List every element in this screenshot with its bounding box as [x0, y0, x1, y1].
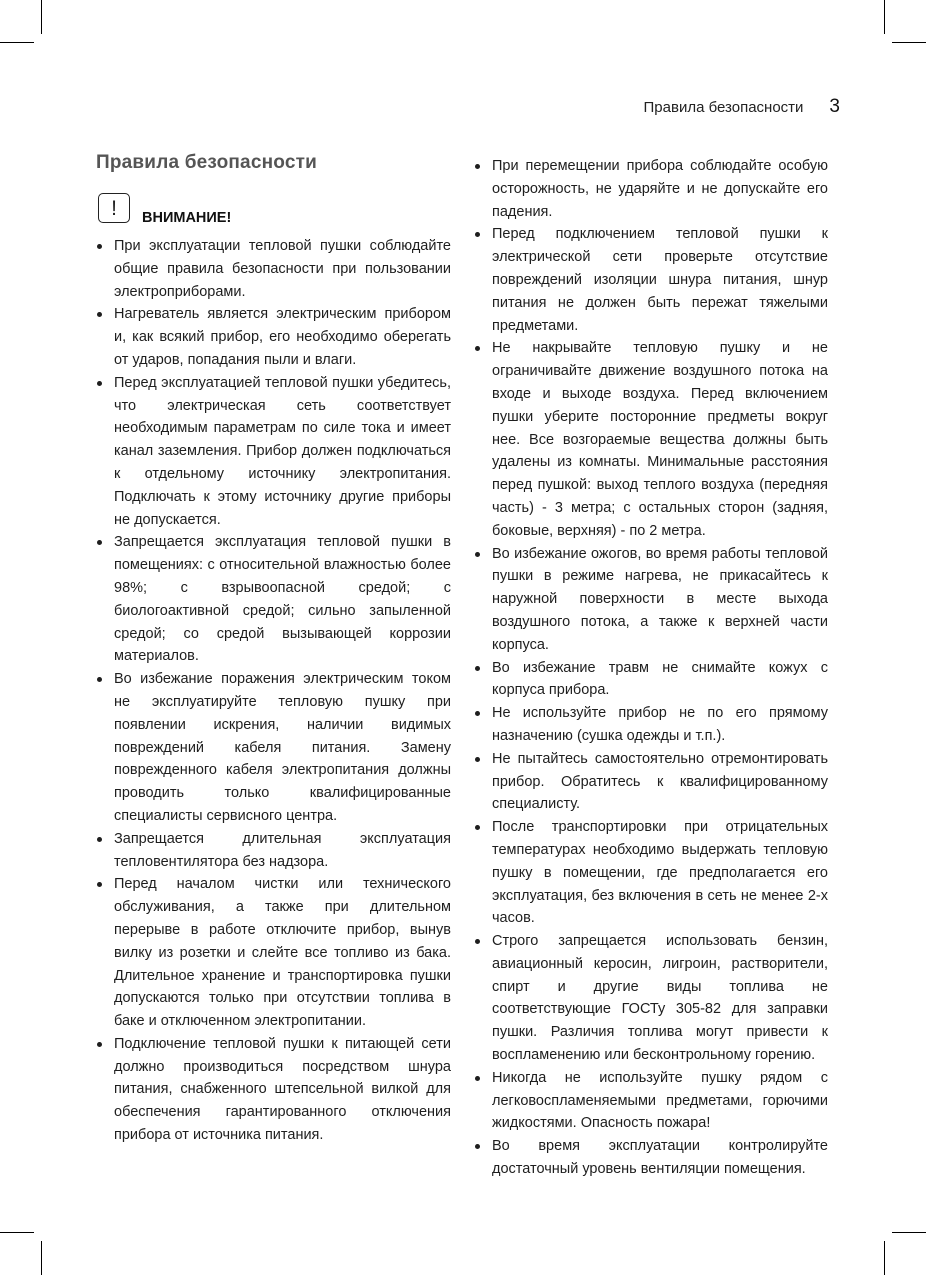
right-column-list	[473, 155, 828, 1181]
list-item: При перемещении прибора соблюдайте особую осторожность, не ударяйте и не допускайте его падения.	[473, 155, 828, 223]
list-item: Не накрывайте тепловую пушку и не ограничивайте движение воздушного потока на входе и выходе воздуха. Перед включением пушки уберите посторонние предметы вокруг нее. Все возгораемые вещества должны быть удалены из комнаты. Минимальные расстояния перед пушкой: выход теплого воздуха (передняя часть) - 3 метра; с остальных сторон (задняя, боковые, верхняя) - по 2 метра.	[473, 337, 828, 542]
list-item: Во время эксплуатации контролируйте достаточный уровень вентиляции помещения.	[473, 1135, 828, 1181]
section-title: Правила безопасности	[96, 152, 317, 173]
list-item: При эксплуатации тепловой пушки соблюдайте общие правила безопасности при пользовании электроприборами.	[95, 235, 451, 303]
list-item: Строго запрещается использовать бензин, авиационный керосин, лигроин, растворители, спирт и другие виды топлива не соответствующие ГОСТу 305-82 для заправки пушки. Различия топлива могут привести к воспламенению или бесконтрольному горению.	[473, 930, 828, 1067]
crop-mark-bottom-left-vertical	[41, 1241, 42, 1275]
page-number: 3	[829, 96, 840, 117]
warning-symbol: !	[111, 196, 117, 220]
list-item: Перед подключением тепловой пушки к электрической сети проверьте отсутствие повреждений изоляции шнура питания, шнур питания не должен быть пережат тяжелыми предметами.	[473, 223, 828, 337]
list-item: Запрещается эксплуатация тепловой пушки в помещениях: с относительной влажностью более 98%; с взрывоопасной средой; с биологоактивной средой; сильно запыленной средой; со средой вызывающей коррозии материалов.	[95, 531, 451, 668]
list-item: Перед эксплуатацией тепловой пушки убедитесь, что электрическая сеть соответствует необходимым параметрам по силе тока и имеет канал заземления. Прибор должен подключаться к отдельному источнику электропитания. Подключать к этому источнику другие приборы не допускается.	[95, 372, 451, 532]
list-item: Во избежание поражения электрическим током не эксплуатируйте тепловую пушку при появлении искрения, наличии видимых повреждений кабеля питания. Замену поврежденного кабеля электропитания должны проводить только квалифицированные специалисты сервисного центра.	[95, 668, 451, 828]
list-item: Во избежание ожогов, во время работы тепловой пушки в режиме нагрева, не прикасайтесь к наружной поверхности в месте выхода воздушного потока, а также к верхней части корпуса.	[473, 543, 828, 657]
list-item: После транспортировки при отрицательных температурах необходимо выдержать тепловую пушку в помещении, где предполагается его эксплуатация, без включения в сеть не менее 2-х часов.	[473, 816, 828, 930]
list-item: Не используйте прибор не по его прямому назначению (сушка одежды и т.п.).	[473, 702, 828, 748]
list-item: Нагреватель является электрическим прибором и, как всякий прибор, его необходимо оберегать от ударов, попадания пыли и влаги.	[95, 303, 451, 371]
crop-mark-top-right-vertical	[884, 0, 885, 34]
list-item: Подключение тепловой пушки к питающей сети должно производиться посредством шнура питания, снабженного штепсельной вилкой для обеспечения гарантированного отключения прибора от источника питания.	[95, 1033, 451, 1147]
crop-mark-bottom-left-horizontal	[0, 1232, 34, 1233]
warning-label: ВНИМАНИЕ!	[142, 210, 232, 226]
exclamation-box-icon	[98, 193, 130, 223]
crop-mark-top-left-vertical	[41, 0, 42, 34]
left-column-list	[95, 235, 451, 1147]
list-item: Во избежание травм не снимайте кожух с корпуса прибора.	[473, 657, 828, 703]
list-item: Перед началом чистки или технического обслуживания, а также при длительном перерыве в работе отключите прибор, вынув вилку из розетки и слейте все топливо из бака. Длительное хранение и транспортировка пушки допускаются только при отсутствии топлива в баке и отключенном электропитании.	[95, 873, 451, 1033]
warning-notice	[98, 193, 232, 226]
list-item: Не пытайтесь самостоятельно отремонтировать прибор. Обратитесь к квалифицированному специалисту.	[473, 748, 828, 816]
crop-mark-top-right-horizontal	[892, 42, 926, 43]
running-header	[644, 96, 840, 118]
list-item: Запрещается длительная эксплуатация тепловентилятора без надзора.	[95, 828, 451, 874]
list-item: Никогда не используйте пушку рядом с легковоспламеняемыми предметами, горючими жидкостями. Опасность пожара!	[473, 1067, 828, 1135]
crop-mark-bottom-right-horizontal	[892, 1232, 926, 1233]
crop-mark-bottom-right-vertical	[884, 1241, 885, 1275]
running-header-title: Правила безопасности	[643, 99, 804, 116]
crop-mark-top-left-horizontal	[0, 42, 34, 43]
